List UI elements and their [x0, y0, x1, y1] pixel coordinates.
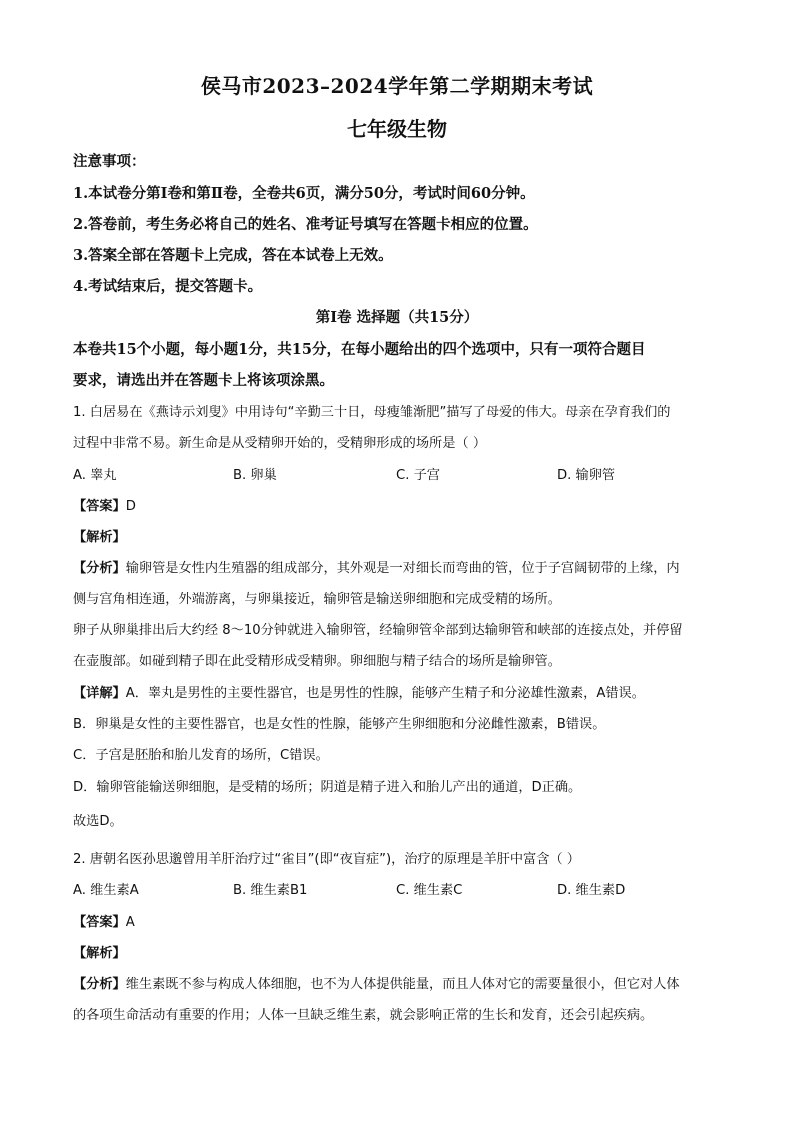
fenxi-tag: 【分析】	[73, 977, 126, 992]
answer-tag: 【答案】	[73, 915, 126, 930]
analysis-tag: 【解析】	[73, 530, 126, 545]
answer-tag: 【答案】	[73, 499, 126, 514]
question-1-xiangjie-line: D．输卵管能输送卵细胞，是受精的场所；阴道是精子进入和胎儿产出的通道，D正确。	[73, 780, 582, 795]
answer-value: A	[125, 915, 135, 930]
question-1-fenxi-line: 卵子从卵巢排出后大约经 8～10分钟就进入输卵管，经输卵管伞部到达输卵管和峡部的连接点处，并停留	[73, 623, 683, 638]
question-1-option-d: D. 输卵管	[557, 468, 616, 483]
fenxi-text: 输卵管是女性内生殖器的组成部分，其外观是一对细长而弯曲的管，位于子宫阔韧带的上缘，内	[125, 561, 680, 576]
question-1-conclusion: 故选D。	[73, 814, 123, 829]
question-1-xiangjie-line: C．子宫是胚胎和胎儿发育的场所，C错误。	[73, 748, 329, 763]
question-2-analysis-tag	[73, 942, 734, 961]
question-1-xiangjie	[73, 682, 734, 701]
exam-subtitle: 七年级生物	[347, 117, 447, 141]
fenxi-tag: 【分析】	[73, 561, 126, 576]
notice-item: 4.考试结束后，提交答题卡。	[73, 278, 263, 295]
question-1-option-a: A. 睾丸	[73, 468, 117, 483]
answer-value: D	[125, 499, 136, 514]
question-2-answer	[73, 911, 734, 930]
fenxi-text: 维生素既不参与构成人体细胞，也不为人体提供能量，而且人体对它的需要量很小，但它对人体	[125, 977, 680, 992]
question-1-answer	[73, 495, 734, 514]
question-1-analysis-tag	[73, 526, 734, 545]
question-1-stem: 过程中非常不易。新生命是从受精卵开始的，受精卵形成的场所是（ ）	[73, 436, 487, 451]
analysis-tag: 【解析】	[73, 946, 126, 961]
question-2-fenxi-line: 的各项生命活动有重要的作用；人体一旦缺乏维生素，就会影响正常的生长和发育，还会引起疾病。	[73, 1008, 654, 1023]
question-2-option-a: A. 维生素A	[73, 883, 139, 898]
question-2-option-d: D. 维生素D	[557, 883, 626, 898]
section-description: 本卷共15个小题，每小题1分，共15分，在每小题给出的四个选项中，只有一项符合题目	[73, 341, 646, 358]
section-description: 要求，请选出并在答题卡上将该项涂黑。	[73, 372, 334, 389]
question-1-option-b: B. 卵巢	[233, 468, 277, 483]
question-2-option-c: C. 维生素C	[396, 883, 463, 898]
notice-item: 1.本试卷分第Ⅰ卷和第Ⅱ卷，全卷共6页，满分50分，考试时间60分钟。	[73, 185, 535, 202]
question-1-fenxi-line: 侧与宫角相连通，外端游离，与卵巢接近，输卵管是输送卵细胞和完成受精的场所。	[73, 592, 561, 607]
question-2-stem: 2. 唐朝名医孙思邈曾用羊肝治疗过“雀目”(即“夜盲症”)，治疗的原理是羊肝中富含（ ）	[73, 852, 580, 867]
notice-heading: 注意事项：	[73, 153, 146, 170]
question-1-xiangjie-line: B．卵巢是女性的主要性器官，也是女性的性腺，能够产生卵细胞和分泌雌性激素，B错误。	[73, 717, 606, 732]
question-2-fenxi	[73, 973, 734, 992]
question-2-option-b: B. 维生素B1	[233, 883, 308, 898]
xiangjie-tag: 【详解】	[73, 686, 126, 701]
notice-item: 2.答卷前，考生务必将自己的姓名、准考证号填写在答题卡相应的位置。	[73, 216, 538, 233]
question-1-option-c: C. 子宫	[396, 468, 440, 483]
section-title: 第Ⅰ卷 选择题（共15分）	[315, 309, 479, 326]
question-1-fenxi-line: 在壶腹部。如碰到精子即在此受精形成受精卵。卵细胞与精子结合的场所是输卵管。	[73, 654, 561, 669]
question-1-fenxi	[73, 557, 734, 576]
xiangjie-text: A．睾丸是男性的主要性器官，也是男性的性腺，能够产生精子和分泌雄性激素，A错误。	[125, 686, 645, 701]
exam-title: 侯马市2023–2024学年第二学期期末考试	[200, 74, 594, 98]
question-1-stem: 1. 白居易在《燕诗示刘叟》中用诗句“辛勤三十日，母瘦雏渐肥”描写了母爱的伟大。母亲在孕育我们的	[73, 405, 671, 420]
notice-item: 3.答案全部在答题卡上完成，答在本试卷上无效。	[73, 247, 393, 264]
